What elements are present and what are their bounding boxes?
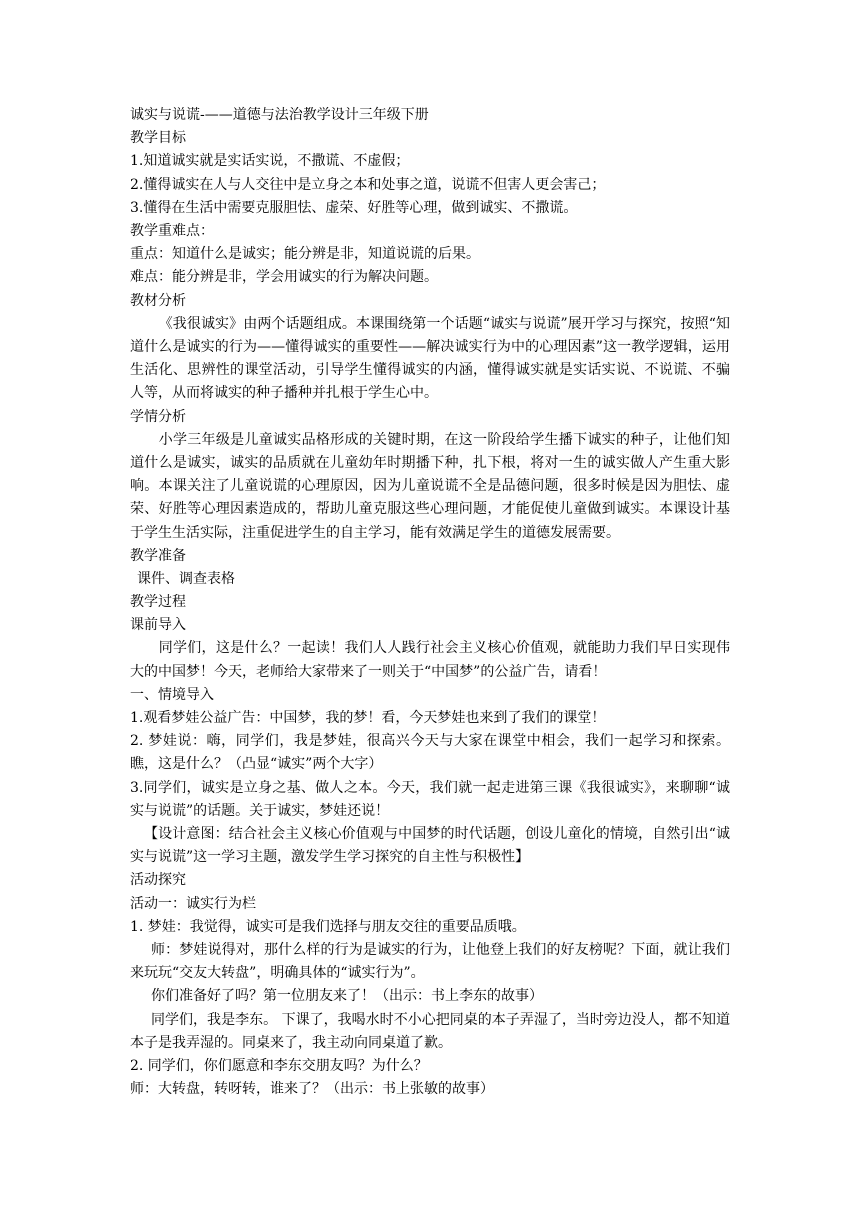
document-title: 诚实与说谎-——道德与法治教学设计三年级下册 <box>130 107 429 123</box>
objective-item: 2.懂得诚实在人与人交往中是立身之本和处事之道，说谎不但害人更会害己； <box>130 176 606 193</box>
student-analysis-text: 小学三年级是儿童诚实品格形成的关键时期，在这一阶段给学生播下诚实的种子，让他们知道什么是诚实，诚实的品质就在儿童幼年时期播下种，扎下根，将对一生的诚实做人产生重大影响。本课关注了儿童说谎的心理原因，因为儿童说谎不全是品德问题，很多时候是因为胆怯、虚荣、好胜等心理因素造成的，帮助儿童克服这些心理问题，才能促使儿童做到诚实。本课设计基于学生生活实际，注重促进学生的自主学习，能有效满足学生的道德发展需要。 <box>130 431 730 541</box>
activity1-item: 2. 同学们，你们愿意和李东交朋友吗？为什么？ <box>130 1058 428 1075</box>
activity1-story-text: 同学们，我是李东。 下课了，我喝水时不小心把同桌的本子弄湿了，当时旁边没人，都不知道本子是我弄湿的。同桌来了，我主动向同桌道了歉。 <box>130 1011 730 1051</box>
section1-item: 2. 梦娃说：嗨，同学们，我是梦娃，很高兴今天与大家在课堂中相会，我们一起学习和探索。瞧，这是什么？（凸显“诚实”两个大字） <box>130 733 730 773</box>
key-point-difficulty: 难点：能分辨是非，学会用诚实的行为解决问题。 <box>130 269 438 286</box>
activity1-teacher-text: 师：大转盘，转呀转，谁来了？（出示：书上张敏的故事） <box>130 1081 494 1098</box>
activity1-ready-text: 你们准备好了吗？第一位朋友来了！（出示：书上李东的故事） <box>151 988 543 1005</box>
objective-item: 1.知道诚实就是实话实说，不撒谎、不虚假； <box>130 153 410 170</box>
material-analysis-heading: 教材分析 <box>130 292 186 309</box>
student-analysis-heading: 学情分析 <box>130 408 186 425</box>
intro-heading: 课前导入 <box>130 617 186 634</box>
activity1-heading: 活动一：诚实行为栏 <box>130 895 256 912</box>
activity-heading: 活动探究 <box>130 872 186 889</box>
preparation-text: 课件、调查表格 <box>137 570 235 587</box>
key-point-focus: 重点：知道什么是诚实；能分辨是非，知道说谎的后果。 <box>130 246 480 263</box>
objectives-heading: 教学目标 <box>130 130 186 147</box>
activity1-item: 1. 梦娃：我觉得，诚实可是我们选择与朋友交往的重要品质哦。 <box>130 918 526 935</box>
section1-heading: 一、情境导入 <box>130 686 214 703</box>
objective-item: 3.懂得在生活中需要克服胆怯、虚荣、好胜等心理，做到诚实、不撒谎。 <box>130 199 578 216</box>
material-analysis-text: 《我很诚实》由两个话题组成。本课围绕第一个话题“诚实与说谎”展开学习与探究，按照“知道什么是诚实的行为——懂得诚实的重要性——解决诚实行为中的心理因素”这一教学逻辑，运用生活化、思辨性的课堂活动，引导学生懂得诚实的内涵，懂得诚实就是实话实说、不说谎、不骗人等，从而将诚实的种子播种并扎根于学生心中。 <box>130 315 730 402</box>
intro-text: 同学们，这是什么？一起读！我们人人践行社会主义核心价值观，就能助力我们早日实现伟大的中国梦！今天，老师给大家带来了一则关于“中国梦”的公益广告，请看！ <box>130 640 730 680</box>
design-intent: 【设计意图：结合社会主义核心价值观与中国梦的时代话题，创设儿童化的情境，自然引出“诚实与说谎”这一学习主题，激发学生学习探究的自主性与积极性】 <box>130 826 730 866</box>
preparation-heading: 教学准备 <box>130 547 186 564</box>
section1-item: 1.观看梦娃公益广告：中国梦，我的梦！看，今天梦娃也来到了我们的课堂！ <box>130 710 606 727</box>
activity1-teacher-text: 师：梦娃说得对，那什么样的行为是诚实的行为，让他登上我们的好友榜呢？下面，就让我们来玩玩“交友大转盘”，明确具体的“诚实行为”。 <box>130 942 730 982</box>
key-points-heading: 教学重难点： <box>130 222 214 239</box>
section1-item: 3.同学们，诚实是立身之基、做人之本。今天，我们就一起走进第三课《我很诚实》，来聊聊“诚实与说谎”的话题。关于诚实，梦娃还说！ <box>130 779 730 819</box>
process-heading: 教学过程 <box>130 594 186 611</box>
document-page <box>130 104 730 1101</box>
